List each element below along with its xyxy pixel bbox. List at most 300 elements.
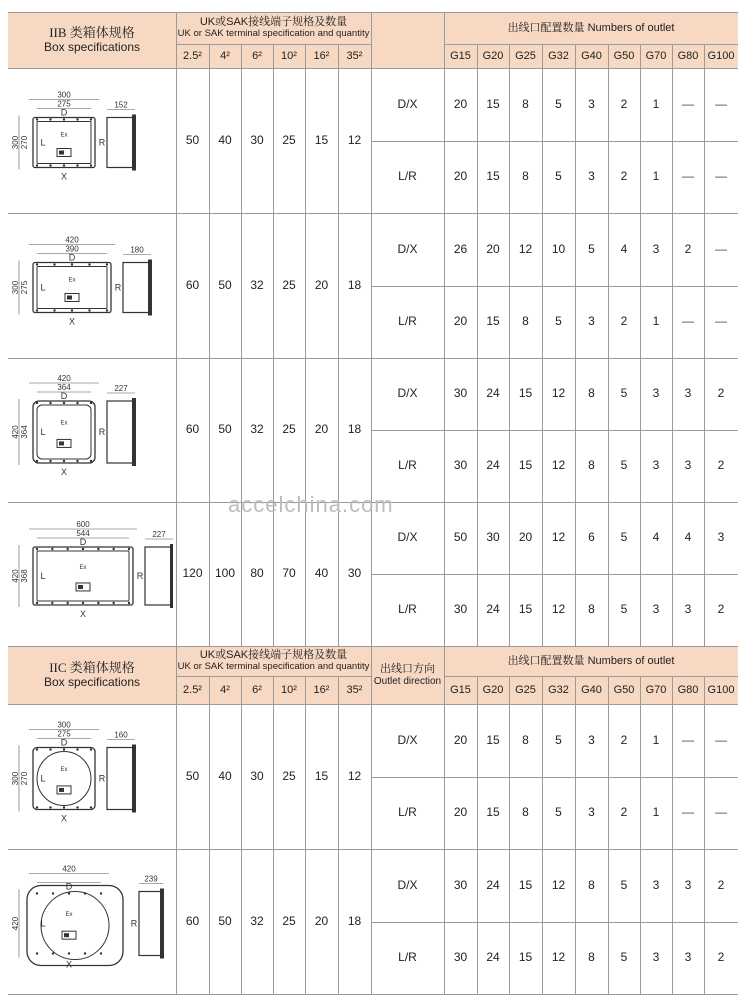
outlet-qty: 3: [652, 877, 660, 892]
outlet-size-label: G100: [707, 683, 735, 696]
outlet-qty: 3: [588, 314, 595, 329]
terminal-qty: 40: [218, 768, 232, 783]
box-spec-title-en: Box specifications: [43, 674, 141, 689]
grid-line: [8, 12, 738, 13]
terminal-size-label: 10²: [281, 49, 297, 62]
width-outer-dim: 300: [57, 720, 71, 730]
outlet-qty: 2: [717, 877, 725, 892]
grid-line: [640, 358, 641, 502]
grid-line: [176, 849, 177, 994]
box-drawing: [11, 707, 173, 851]
grid-line: [575, 213, 576, 358]
outlet-qty: —: [715, 241, 727, 256]
outlet-qty: 3: [588, 96, 595, 111]
outlet-size-label: G100: [707, 49, 735, 62]
depth-dim: 227: [114, 384, 128, 393]
outlet-size-label: G40: [581, 49, 602, 62]
outlet-qty: 2: [717, 602, 725, 617]
grid-line: [444, 704, 445, 849]
grid-line: [477, 358, 478, 502]
grid-line: [704, 676, 705, 704]
outlet-qty: 8: [588, 458, 595, 473]
direction-label: D/X: [397, 386, 418, 401]
outlet-size-label: G40: [581, 683, 602, 696]
grid-line: [640, 44, 641, 68]
grid-line: [542, 676, 543, 704]
outlet-qty: 26: [453, 241, 468, 256]
outlet-qty: 30: [453, 877, 468, 892]
grid-line: [444, 646, 445, 704]
outlet-qty: 5: [620, 386, 628, 401]
direction-label: L/R: [398, 314, 417, 329]
grid-line: [672, 44, 673, 68]
outlet-qty: —: [715, 805, 727, 820]
grid-line: [241, 213, 242, 358]
grid-line: [542, 502, 543, 646]
outlet-qty: 1: [652, 96, 660, 111]
grid-line: [672, 704, 673, 849]
grid-line: [672, 676, 673, 704]
outlet-qty: 3: [652, 458, 660, 473]
ex-mark: Ex: [65, 911, 73, 918]
grid-line: [608, 704, 609, 849]
grid-line: [371, 12, 372, 68]
outlet-qty: 5: [588, 241, 595, 256]
grid-line: [444, 213, 445, 358]
box-drawing: [11, 852, 173, 996]
grid-line: [176, 358, 177, 502]
outlet-qty: 8: [522, 169, 529, 184]
grid-line: [273, 676, 274, 704]
direction-label: L/R: [398, 169, 417, 184]
outlet-qty: 24: [486, 458, 500, 473]
terminal-qty: 40: [314, 566, 329, 581]
outlet-qty: —: [682, 169, 694, 184]
outlet-qty: 24: [486, 950, 500, 965]
grid-line: [444, 358, 445, 502]
outlet-qty: 30: [453, 950, 468, 965]
outlet-qty: 8: [588, 386, 595, 401]
terminal-qty: 18: [347, 277, 362, 292]
grid-line: [444, 676, 738, 677]
outlet-qty: 3: [588, 805, 595, 820]
terminal-qty: 60: [185, 913, 200, 928]
height-outer-dim: 300: [11, 771, 20, 786]
grid-line: [176, 68, 177, 213]
grid-line: [8, 646, 738, 647]
outlet-qty: 3: [684, 386, 692, 401]
watermark-text: accelchina.com: [228, 492, 394, 517]
grid-line: [338, 44, 339, 68]
direction-label: L/R: [398, 458, 417, 473]
outlet-direction-en: Outlet direction: [373, 675, 442, 687]
outlet-qty: 4: [620, 241, 628, 256]
side-r-label: R: [98, 137, 106, 148]
side-d-label: D: [65, 881, 73, 892]
direction-label: D/X: [397, 96, 418, 111]
outlet-qty: 12: [551, 602, 566, 617]
outlet-qty: 5: [555, 96, 562, 111]
grid-line: [305, 704, 306, 849]
height-outer-dim: 420: [11, 425, 20, 439]
outlet-qty: 15: [518, 386, 533, 401]
grid-line: [509, 358, 510, 502]
grid-line: [509, 676, 510, 704]
terminal-spec-en: UK or SAK terminal specification and quantity: [177, 27, 370, 39]
grid-line: [608, 676, 609, 704]
grid-line: [273, 704, 274, 849]
terminal-qty: 32: [250, 277, 264, 292]
grid-line: [371, 646, 372, 704]
direction-header-bg: [371, 12, 444, 68]
box-drawing: [11, 505, 173, 648]
outlet-qty: 2: [717, 386, 725, 401]
grid-line: [509, 704, 510, 849]
terminal-qty: 30: [347, 566, 362, 581]
box-drawing: [11, 361, 173, 504]
grid-line: [176, 502, 177, 646]
outlet-qty: —: [682, 96, 694, 111]
outlet-size-label: G70: [645, 49, 667, 62]
ex-mark: Ex: [60, 420, 68, 427]
grid-line: [371, 141, 738, 142]
grid-line: [371, 502, 372, 646]
outlet-qty: 8: [588, 602, 595, 617]
side-l-label: L: [40, 571, 46, 581]
grid-line: [338, 704, 339, 849]
terminal-qty: 50: [218, 913, 232, 928]
terminal-qty: 30: [250, 132, 264, 147]
outlet-qty: 30: [453, 386, 468, 401]
outlet-size-label: G20: [482, 683, 504, 696]
outlet-qty: 12: [518, 241, 533, 256]
terminal-qty: 50: [185, 132, 200, 147]
outlet-qty: 8: [522, 805, 529, 820]
grid-line: [640, 676, 641, 704]
grid-line: [444, 12, 445, 68]
ex-mark: Ex: [68, 277, 76, 284]
grid-line: [305, 676, 306, 704]
box-spec-title: [8, 12, 176, 68]
terminal-qty: 32: [250, 422, 264, 437]
grid-line: [371, 922, 738, 923]
width-outer-dim: 420: [62, 864, 76, 874]
grid-line: [209, 502, 210, 646]
outlet-qty: 20: [518, 530, 533, 545]
terminal-qty: 18: [347, 422, 362, 437]
grid-line: [542, 704, 543, 849]
outlet-qty: 3: [652, 241, 660, 256]
terminal-qty: 30: [250, 768, 264, 783]
side-l-label: L: [40, 427, 46, 437]
outlet-qty: 15: [486, 169, 500, 184]
depth-dim: 180: [130, 245, 144, 255]
grid-line: [608, 68, 609, 213]
width-inner-dim: 544: [76, 529, 90, 538]
grid-line: [640, 213, 641, 358]
height-inner-dim: 364: [20, 425, 29, 439]
grid-line: [672, 68, 673, 213]
grid-line: [477, 213, 478, 358]
ex-mark: Ex: [60, 132, 68, 139]
outlet-qty: 3: [684, 877, 692, 892]
height-inner-dim: 270: [20, 135, 29, 150]
outlet-qty: 2: [717, 950, 725, 965]
terminal-qty: 70: [282, 566, 296, 581]
direction-label: L/R: [398, 950, 417, 965]
grid-line: [704, 849, 705, 994]
terminal-qty: 100: [214, 566, 236, 581]
outlet-qty: 50: [453, 530, 468, 545]
grid-line: [542, 849, 543, 994]
outlet-qty: 3: [652, 386, 660, 401]
outlet-qty: 2: [620, 169, 628, 184]
outlet-direction-zh: 出线口方向: [380, 662, 435, 675]
outlet-qty: 8: [588, 950, 595, 965]
outlet-qty: 6: [588, 530, 595, 545]
outlet-qty: 2: [620, 96, 628, 111]
terminal-qty: 50: [218, 277, 232, 292]
grid-line: [305, 213, 306, 358]
side-r-label: R: [114, 282, 122, 293]
grid-line: [371, 286, 738, 287]
grid-line: [575, 68, 576, 213]
outlet-qty: 12: [551, 877, 566, 892]
outlet-size-label: G32: [548, 683, 569, 696]
outlet-qty: 4: [684, 530, 692, 545]
width-inner-dim: 275: [57, 99, 71, 109]
grid-line: [338, 213, 339, 358]
grid-line: [444, 44, 738, 45]
outlet-qty: 5: [555, 169, 562, 184]
grid-line: [338, 68, 339, 213]
terminal-qty: 120: [182, 566, 203, 581]
direction-label: D/X: [397, 530, 418, 545]
outlet-qty: 3: [684, 950, 692, 965]
height-inner-dim: 275: [20, 280, 29, 295]
side-l-label: L: [40, 282, 46, 293]
grid-line: [608, 213, 609, 358]
grid-line: [509, 502, 510, 646]
grid-line: [640, 849, 641, 994]
terminal-qty: 32: [250, 913, 264, 928]
grid-line: [575, 849, 576, 994]
box-drawing: [11, 216, 173, 360]
grid-line: [273, 44, 274, 68]
terminal-spec-zh: UK或SAK接线端子规格及数量: [199, 649, 348, 662]
depth-dim: 152: [114, 100, 128, 110]
grid-line: [542, 213, 543, 358]
grid-line: [241, 68, 242, 213]
grid-line: [371, 849, 372, 994]
ex-mark: Ex: [60, 767, 68, 774]
side-x-label: X: [79, 609, 87, 619]
side-x-label: X: [68, 316, 76, 327]
grid-line: [704, 358, 705, 502]
terminal-size-label: 16²: [313, 683, 330, 696]
terminal-size-label: 35²: [346, 49, 363, 62]
grid-line: [371, 777, 738, 778]
terminal-qty: 25: [282, 913, 296, 928]
box-spec-title-en: Box specifications: [43, 39, 141, 54]
outlet-count-title: 出线口配置数量 Numbers of outlet: [507, 21, 675, 34]
outlet-qty: 30: [453, 602, 468, 617]
outlet-qty: 5: [620, 602, 628, 617]
outlet-size-label: G70: [645, 683, 667, 696]
outlet-qty: 12: [551, 386, 566, 401]
grid-line: [176, 646, 177, 704]
box-drawing: [11, 71, 173, 215]
depth-dim: 160: [114, 730, 128, 740]
grid-line: [640, 502, 641, 646]
grid-line: [640, 68, 641, 213]
side-l-label: L: [40, 137, 46, 148]
height-outer-dim: 300: [11, 280, 20, 295]
outlet-qty: 3: [652, 602, 660, 617]
outlet-qty: 15: [486, 805, 500, 820]
side-x-label: X: [60, 813, 68, 824]
grid-line: [209, 44, 210, 68]
outlet-size-label: G25: [515, 49, 536, 62]
terminal-size-label: 4²: [220, 683, 230, 696]
outlet-qty: 2: [620, 805, 628, 820]
grid-line: [542, 44, 543, 68]
grid-line: [241, 502, 242, 646]
grid-line: [273, 849, 274, 994]
grid-line: [241, 704, 242, 849]
outlet-qty: 15: [486, 314, 500, 329]
terminal-size-label: 10²: [281, 683, 297, 696]
terminal-size-label: 4²: [220, 49, 230, 62]
outlet-qty: 20: [453, 96, 468, 111]
outlet-qty: —: [715, 314, 727, 329]
terminal-qty: 40: [218, 132, 232, 147]
grid-line: [209, 704, 210, 849]
side-r-label: R: [98, 773, 106, 784]
height-outer-dim: 420: [11, 569, 20, 583]
grid-line: [338, 676, 339, 704]
side-x-label: X: [65, 959, 73, 970]
outlet-qty: —: [682, 805, 694, 820]
outlet-qty: 1: [652, 732, 660, 747]
grid-line: [575, 358, 576, 502]
height-inner-dim: 368: [20, 569, 29, 583]
terminal-size-label: 6²: [252, 49, 262, 62]
terminal-size-label: 2.5²: [183, 49, 202, 62]
grid-line: [704, 704, 705, 849]
grid-line: [477, 849, 478, 994]
outlet-qty: 15: [518, 877, 533, 892]
outlet-qty: 3: [717, 530, 725, 545]
side-x-label: X: [60, 467, 68, 477]
outlet-qty: 1: [652, 805, 660, 820]
outlet-qty: 8: [522, 96, 529, 111]
grid-line: [477, 676, 478, 704]
outlet-size-label: G25: [515, 683, 536, 696]
outlet-qty: 30: [486, 530, 500, 545]
outlet-qty: 20: [453, 732, 468, 747]
grid-line: [305, 44, 306, 68]
direction-label: L/R: [398, 602, 417, 617]
ex-mark: Ex: [79, 565, 87, 572]
terminal-size-label: 2.5²: [183, 683, 202, 696]
outlet-size-label: G32: [548, 49, 569, 62]
grid-line: [444, 849, 445, 994]
box-spec-title-zh: IIB 类箱体规格: [49, 24, 135, 40]
outlet-qty: 5: [620, 458, 628, 473]
grid-line: [338, 849, 339, 994]
terminal-spec-title: [176, 12, 371, 44]
grid-line: [575, 44, 576, 68]
terminal-qty: 50: [185, 768, 200, 783]
outlet-size-label: G15: [450, 49, 471, 62]
terminal-size-label: 35²: [346, 683, 363, 696]
width-outer-dim: 420: [65, 235, 79, 245]
terminal-qty: 25: [282, 768, 296, 783]
grid-line: [608, 849, 609, 994]
grid-line: [305, 358, 306, 502]
grid-line: [704, 213, 705, 358]
grid-line: [209, 358, 210, 502]
grid-line: [477, 68, 478, 213]
terminal-qty: 20: [314, 913, 329, 928]
width-inner-dim: 275: [57, 729, 71, 739]
outlet-qty: —: [715, 169, 727, 184]
outlet-qty: 20: [453, 805, 468, 820]
outlet-qty: 3: [652, 950, 660, 965]
grid-line: [241, 849, 242, 994]
grid-line: [477, 502, 478, 646]
outlet-qty: 15: [518, 458, 533, 473]
outlet-qty: 3: [588, 732, 595, 747]
outlet-qty: 15: [518, 602, 533, 617]
box-spec-title-zh: IIC 类箱体规格: [49, 659, 135, 675]
side-d-label: D: [60, 391, 68, 401]
terminal-qty: 25: [282, 277, 296, 292]
width-outer-dim: 420: [57, 374, 71, 383]
outlet-direction-title: [371, 646, 444, 704]
grid-line: [273, 358, 274, 502]
side-l-label: L: [40, 918, 46, 929]
depth-dim: 227: [152, 530, 166, 539]
side-r-label: R: [130, 918, 138, 929]
terminal-size-label: 6²: [252, 683, 262, 696]
outlet-qty: 5: [555, 314, 562, 329]
grid-line: [509, 849, 510, 994]
side-x-label: X: [60, 171, 68, 182]
grid-line: [672, 849, 673, 994]
side-l-label: L: [40, 773, 46, 784]
grid-line: [672, 502, 673, 646]
terminal-qty: 50: [218, 422, 232, 437]
outlet-size-label: G80: [677, 49, 699, 62]
grid-line: [575, 502, 576, 646]
grid-line: [509, 68, 510, 213]
width-outer-dim: 300: [57, 90, 71, 100]
grid-line: [209, 676, 210, 704]
width-inner-dim: 390: [65, 244, 79, 254]
grid-line: [209, 68, 210, 213]
outlet-qty: 3: [684, 458, 692, 473]
grid-line: [477, 44, 478, 68]
outlet-qty: 2: [620, 314, 628, 329]
terminal-qty: 20: [314, 277, 329, 292]
height-inner-dim: 270: [20, 771, 29, 786]
grid-line: [241, 358, 242, 502]
grid-line: [338, 358, 339, 502]
outlet-qty: 1: [652, 169, 660, 184]
outlet-qty: 8: [588, 877, 595, 892]
